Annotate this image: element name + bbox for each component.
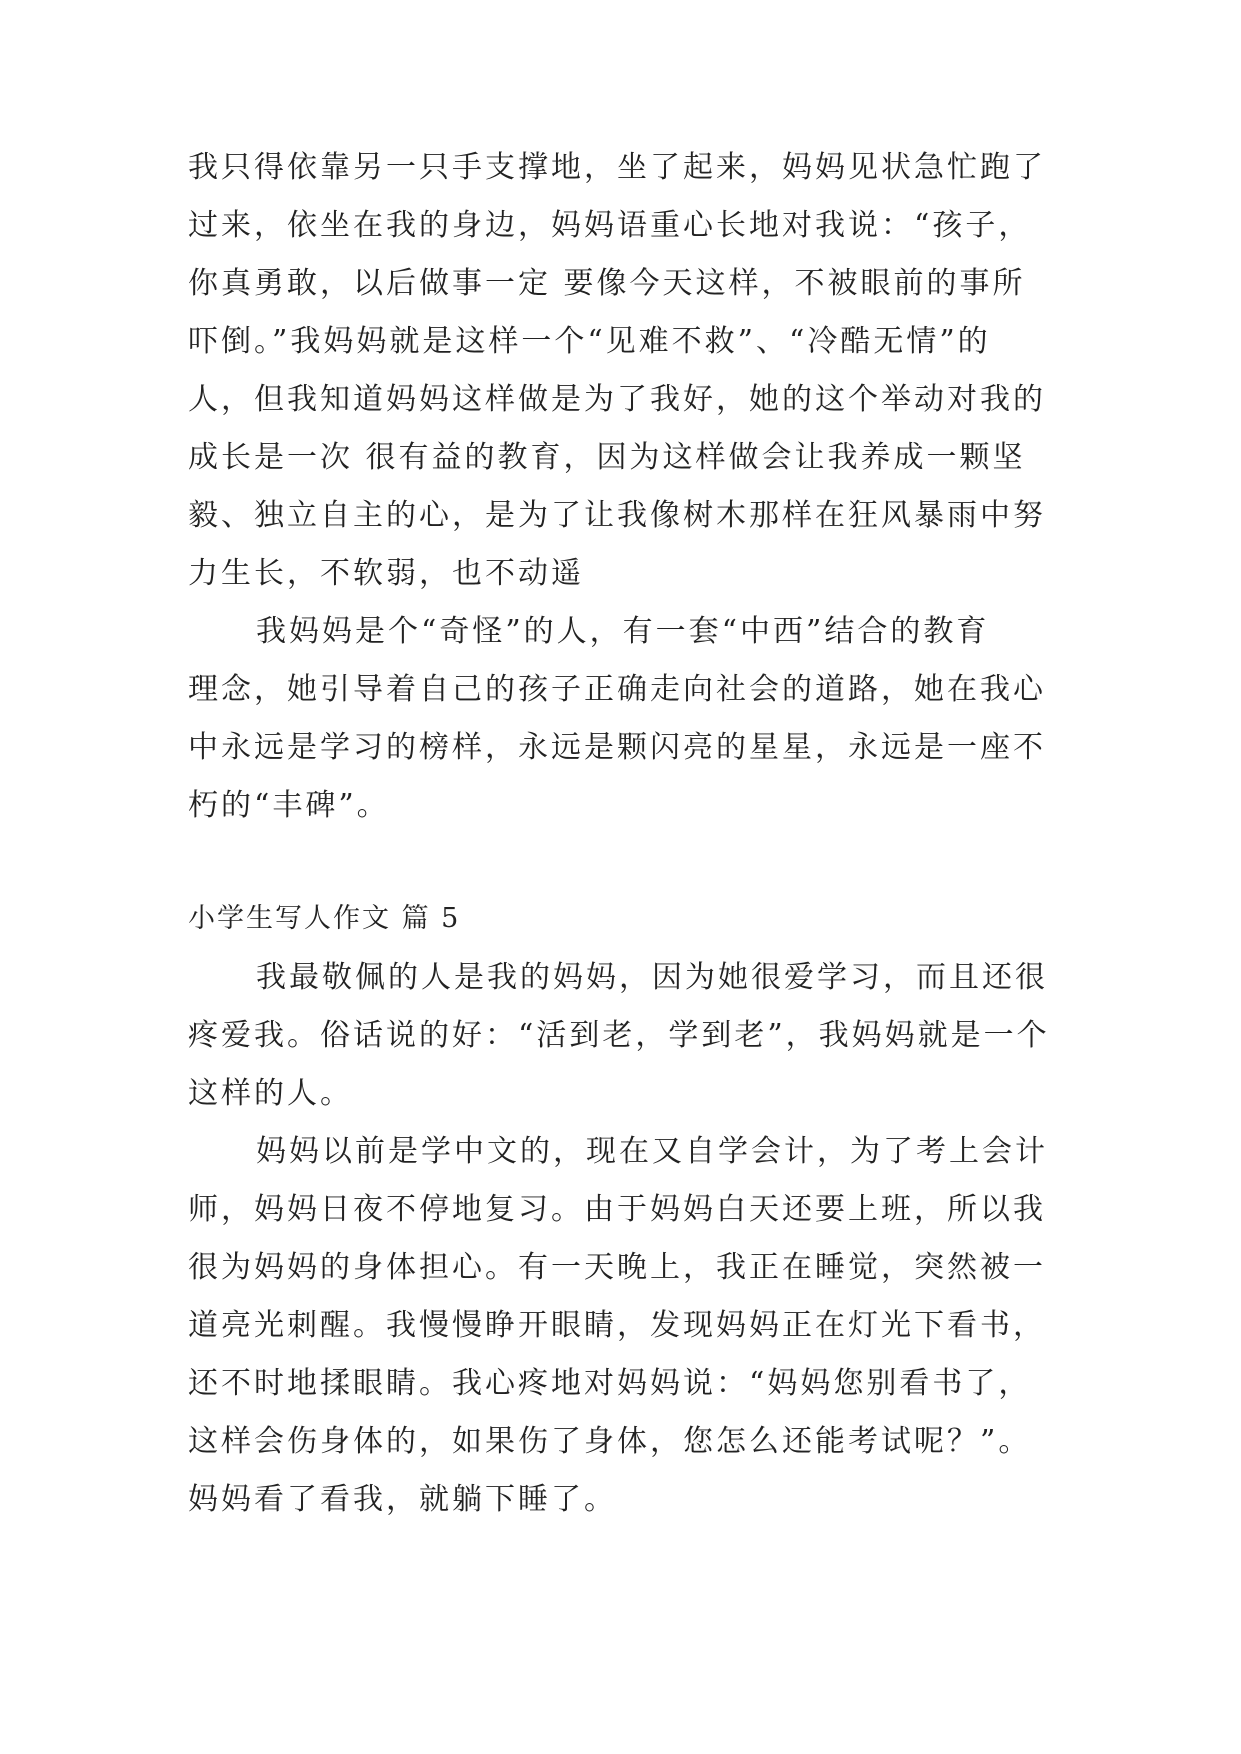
text-line: 我只得依靠另一只手支撑地，坐了起来，妈妈见状急忙跑了	[188, 150, 1046, 185]
text-line: 我妈妈是个“奇怪”的人，有一套“中西”结合的教育	[256, 614, 990, 649]
text-line: 朽的“丰碑”。	[188, 788, 390, 823]
text-line: 成长是一次 很有益的教育，因为这样做会让我养成一颗坚	[188, 440, 1026, 475]
text-line: 道亮光刺醒。我慢慢睁开眼睛，发现妈妈正在灯光下看书，	[188, 1308, 1046, 1343]
text-line: 人，但我知道妈妈这样做是为了我好，她的这个举动对我的	[188, 382, 1046, 417]
section-title: 小学生写人作文 篇 5	[188, 903, 461, 934]
text-line: 妈妈看了看我，就躺下睡了。	[188, 1482, 617, 1517]
text-line: 中永远是学习的榜样，永远是颗闪亮的星星，永远是一座不	[188, 730, 1046, 765]
text-line: 妈妈以前是学中文的，现在又自学会计，为了考上会计	[256, 1134, 1048, 1169]
text-line: 力生长，不软弱，也不动遥	[188, 556, 584, 591]
text-line: 你真勇敢，以后做事一定 要像今天这样，不被眼前的事所	[188, 266, 1026, 301]
text-line: 这样的人。	[188, 1076, 353, 1111]
text-line: 毅、独立自主的心，是为了让我像树木那样在狂风暴雨中努	[188, 498, 1046, 533]
text-line: 还不时地揉眼睛。我心疼地对妈妈说：“妈妈您别看书了，	[188, 1366, 1032, 1401]
text-line: 过来，依坐在我的身边，妈妈语重心长地对我说：“孩子，	[188, 208, 1032, 243]
text-line: 这样会伤身体的，如果伤了身体，您怎么还能考试呢？”。	[188, 1424, 1032, 1459]
text-line: 吓倒。”我妈妈就是这样一个“见难不救”、“冷酷无情”的	[188, 324, 991, 359]
text-line: 理念，她引导着自己的孩子正确走向社会的道路，她在我心	[188, 672, 1046, 707]
text-line: 疼爱我。俗话说的好：“活到老，学到老”，我妈妈就是一个	[188, 1018, 1050, 1053]
text-line: 师，妈妈日夜不停地复习。由于妈妈白天还要上班，所以我	[188, 1192, 1046, 1227]
text-line: 很为妈妈的身体担心。有一天晚上，我正在睡觉，突然被一	[188, 1250, 1046, 1285]
text-line: 我最敬佩的人是我的妈妈，因为她很爱学习，而且还很	[256, 960, 1048, 995]
